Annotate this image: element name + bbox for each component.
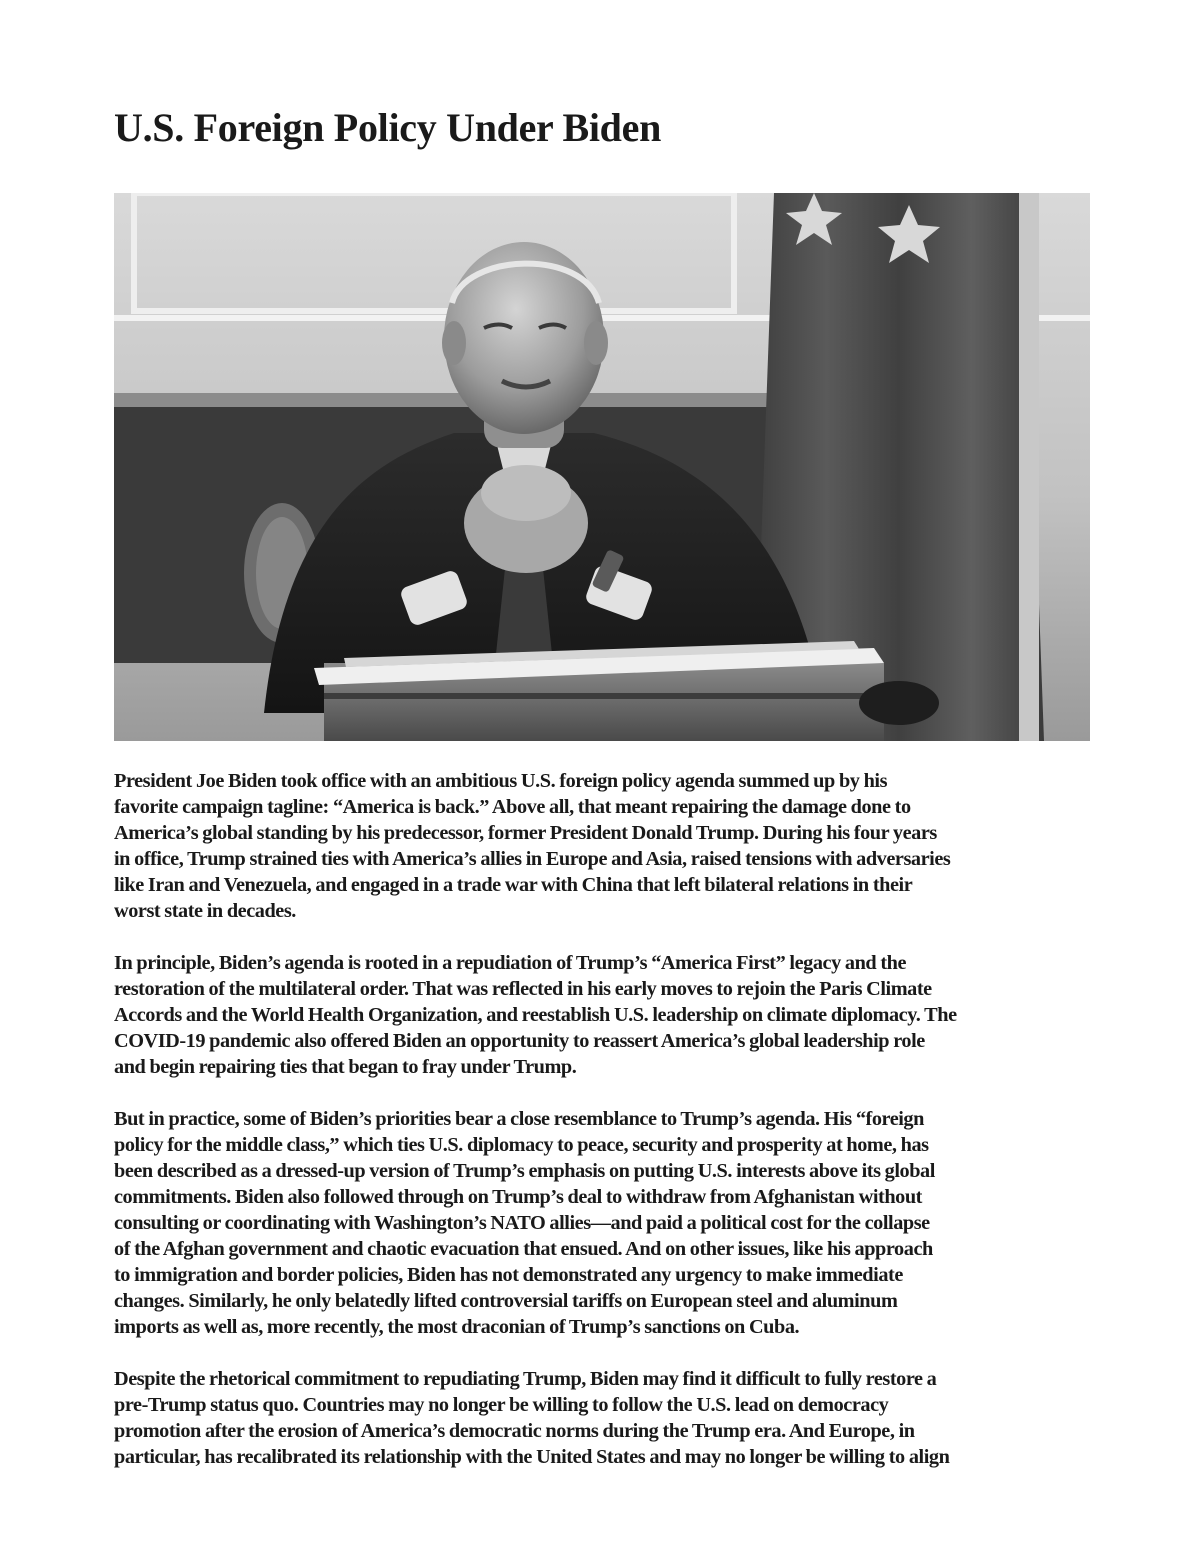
paragraph-2 xyxy=(114,950,1094,1080)
text-line: COVID-19 pandemic also offered Biden an opportunity to reassert America’s global leadership role xyxy=(114,1030,925,1052)
text-line: America’s global standing by his predecessor, former President Donald Trump. During his four years xyxy=(114,822,937,844)
text-line: imports as well as, more recently, the most draconian of Trump’s sanctions on Cuba. xyxy=(114,1316,800,1338)
text-line: Despite the rhetorical commitment to repudiating Trump, Biden may find it difficult to fully restore a xyxy=(114,1368,937,1390)
text-line: like Iran and Venezuela, and engaged in a trade war with China that left bilateral relations in their xyxy=(114,874,913,896)
paragraph-1 xyxy=(114,768,1094,924)
article-title: U.S. Foreign Policy Under Biden xyxy=(114,105,662,150)
text-line: In principle, Biden’s agenda is rooted in a repudiation of Trump’s “America First” legacy and the xyxy=(114,952,907,974)
text-line: promotion after the erosion of America’s democratic norms during the Trump era. And Europe, in xyxy=(114,1420,915,1442)
text-line: But in practice, some of Biden’s priorities bear a close resemblance to Trump’s agenda. His “foreign xyxy=(114,1108,924,1130)
text-line: worst state in decades. xyxy=(114,900,296,922)
text-line: Accords and the World Health Organization, and reestablish U.S. leadership on climate diplomacy. The xyxy=(114,1004,957,1026)
text-line: restoration of the multilateral order. That was reflected in his early moves to rejoin the Paris Climate xyxy=(114,978,932,1000)
text-line: pre-Trump status quo. Countries may no longer be willing to follow the U.S. lead on democracy xyxy=(114,1394,889,1416)
text-line: commitments. Biden also followed through on Trump’s deal to withdraw from Afghanistan without xyxy=(114,1186,922,1208)
text-line: favorite campaign tagline: “America is back.” Above all, that meant repairing the damage done to xyxy=(114,796,911,818)
text-line: in office, Trump strained ties with America’s allies in Europe and Asia, raised tensions with adversaries xyxy=(114,848,951,870)
text-line: consulting or coordinating with Washington’s NATO allies—and paid a political cost for the collapse xyxy=(114,1212,930,1234)
text-line: changes. Similarly, he only belatedly lifted controversial tariffs on European steel and aluminum xyxy=(114,1290,898,1312)
text-line: policy for the middle class,” which ties U.S. diplomacy to peace, security and prosperity at home, has xyxy=(114,1134,929,1156)
paragraph-4 xyxy=(114,1366,1094,1470)
article-photo xyxy=(114,193,1090,741)
text-line: to immigration and border policies, Biden has not demonstrated any urgency to make immediate xyxy=(114,1264,903,1286)
text-line: and begin repairing ties that began to fray under Trump. xyxy=(114,1056,577,1078)
text-line: President Joe Biden took office with an ambitious U.S. foreign policy agenda summed up by his xyxy=(114,770,888,792)
text-line: of the Afghan government and chaotic evacuation that ensued. And on other issues, like his approach xyxy=(114,1238,933,1260)
text-line: particular, has recalibrated its relationship with the United States and may no longer be willing to align xyxy=(114,1446,950,1468)
text-line: been described as a dressed-up version of Trump’s emphasis on putting U.S. interests above its global xyxy=(114,1160,935,1182)
article-body xyxy=(114,768,1094,1496)
paragraph-3 xyxy=(114,1106,1094,1340)
